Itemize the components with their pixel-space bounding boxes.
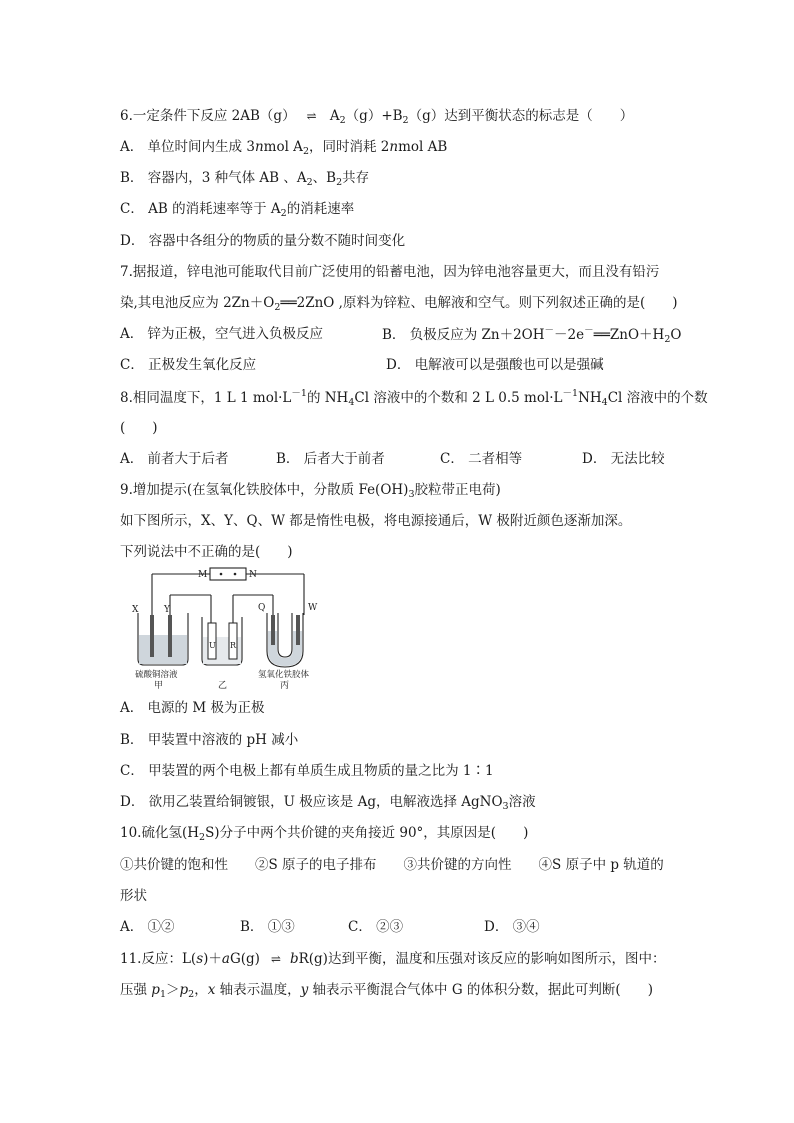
q8-option-c: C． 二者相等: [440, 451, 523, 467]
power-source-box: [210, 568, 246, 580]
q10-option-c: C． ②③: [348, 919, 404, 935]
label-x: X: [132, 605, 139, 615]
q7-option-d: D． 电解液可以是强酸也可以是强碱: [386, 357, 604, 373]
q8-option-b: B． 后者大于前者: [276, 451, 385, 467]
q9-option-b: B． 甲装置中溶液的 pH 减小: [120, 732, 299, 748]
q11-stem-line1: 11.反应：L(s)＋aG(g) ⇌ bR(g)达到平衡，温度和压强对该反应的影响如图所示，图中：: [120, 951, 666, 967]
label-n: N: [249, 570, 257, 580]
label-y: Y: [164, 605, 170, 615]
electrode-y: [168, 615, 172, 657]
q9-option-c: C． 甲装置的两个电极上都有单质生成且物质的量之比为 1∶1: [120, 763, 494, 779]
q8-stem-line1: 8.相同温度下，1 L 1 $mol\cdot L^{-1}$的 $NH_4Cl$ 溶液中的个数和 2 L 0.5 $mol\cdot L^{-1}NH_4Cl$ 溶液中的个数: [120, 388, 708, 408]
q6-stem: 6.一定条件下反应 2AB（g） ⇌ $A_2(g)+B_2(g)$达到平衡状态的标志是（ ）: [120, 108, 634, 126]
label-q: Q: [258, 603, 266, 613]
q10-stem-line1: 10.硫化氢$(H_2S)$分子中两个共价键的夹角接近 90°，其原因是( ): [120, 825, 529, 843]
electrode-w: [296, 615, 300, 645]
q6-option-a: A． 单位时间内生成 3nmol $A_2$，同时消耗 2nmol AB: [120, 139, 448, 157]
q9-stem-line2: 如下图所示，X、Y、Q、W 都是惰性电极，将电源接通后，W 极附近颜色逐渐加深。: [120, 513, 632, 529]
q11-stem-line2: 压强 $p_1>p_2$，x 轴表示温度，y 轴表示平衡混合气体中 G 的体积分数，据此可判断( ): [120, 982, 653, 1000]
q6-option-c: C． AB 的消耗速率等于 $A_2$的消耗速率: [120, 201, 355, 219]
label-w: W: [308, 603, 318, 613]
q10-stem-line2: ①共价键的饱和性 ②S 原子的电子排布 ③共价键的方向性 ④S 原子中 p 轨道的: [120, 857, 664, 873]
caption-iron-hydroxide: 氢氧化铁胶体: [258, 670, 310, 680]
q10-option-a: A． ①②: [120, 919, 175, 935]
q6-option-b: B． 容器内，3 种气体 AB 、$A_2$、$B_2$共存: [120, 170, 370, 188]
caption-copper-sulfate: 硫酸铜溶液: [135, 670, 178, 680]
q8-option-a: A． 前者大于后者: [120, 451, 229, 467]
q9-option-a: A． 电源的 M 极为正极: [120, 700, 265, 716]
q9-option-d: D． 欲用乙装置给铜镀银，U 极应该是 Ag，电解液选择 AgNO$_3$溶液: [120, 794, 536, 812]
q10-option-b: B． ①③: [240, 919, 295, 935]
caption-yi: 乙: [218, 681, 228, 690]
q7-option-a: A． 锌为正极，空气进入负极反应: [120, 326, 324, 342]
q7-option-c: C． 正极发生氧化反应: [120, 357, 257, 373]
q10-option-d: D． ③④: [484, 919, 540, 935]
q9-stem-line1: 9.增加提示(在氢氧化铁胶体中，分散质 $Fe(OH)_3$胶粒带正电荷): [120, 482, 501, 500]
q7-stem-line2: 染,其电池反应为 $2Zn+O_2══2ZnO$ ,原料为锌粒、电解液和空气。则下列叙述正确的是( ): [120, 295, 678, 313]
label-m: M: [198, 570, 208, 580]
q8-option-d: D． 无法比较: [582, 451, 665, 467]
electrode-q: [271, 615, 275, 645]
caption-bing: 丙: [280, 681, 290, 690]
q8-stem-line2: ( ): [120, 420, 158, 436]
q6-option-d: D． 容器中各组分的物质的量分数不随时间变化: [120, 233, 406, 249]
electrode-x: [150, 615, 154, 657]
q10-stem-line3: 形状: [120, 888, 147, 904]
electrolysis-apparatus-figure: [130, 565, 330, 690]
label-r: R: [230, 641, 237, 650]
caption-jia: 甲: [154, 681, 164, 690]
q7-stem-line1: 7.据报道，锌电池可能取代目前广泛使用的铅蓄电池，因为锌电池容量更大，而且没有铅污: [120, 264, 660, 280]
q9-stem-line3: 下列说法中不正确的是( ): [120, 544, 293, 560]
q7-option-b: B． 负极反应为 $Zn+2OH^--2e^-══ZnO+H_2O$: [382, 325, 682, 345]
label-u: U: [209, 641, 216, 650]
